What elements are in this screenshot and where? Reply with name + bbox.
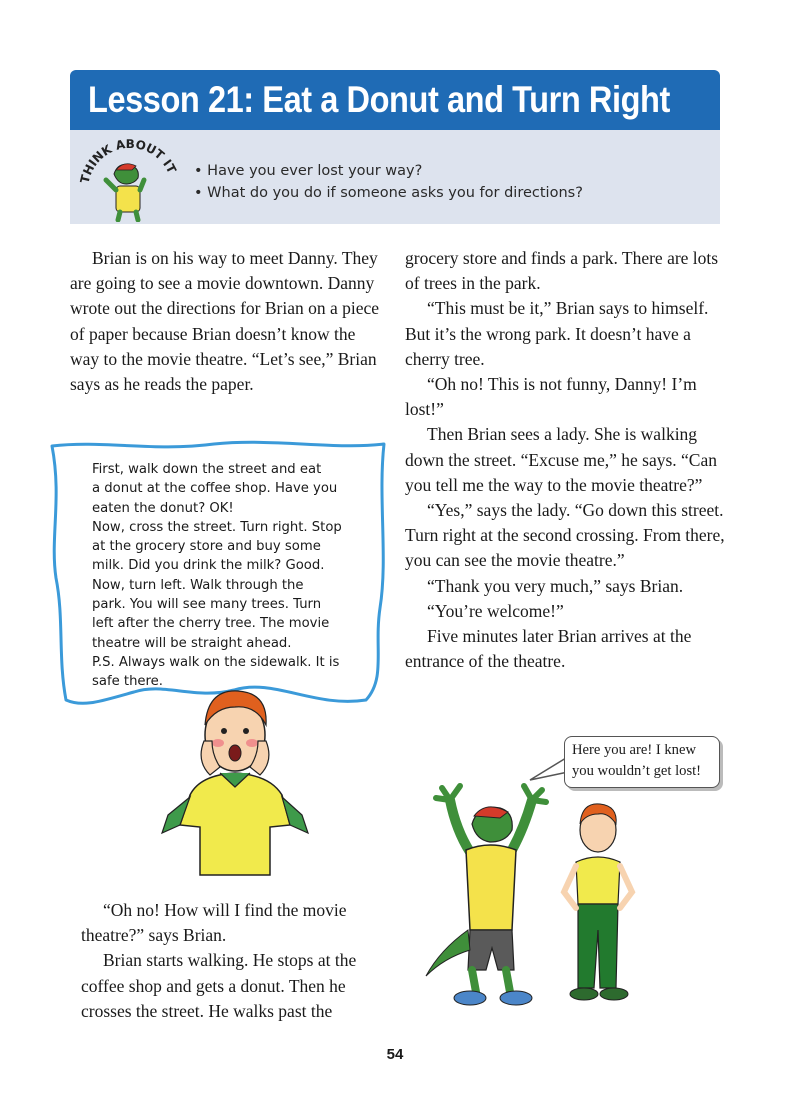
lesson-title-bar <box>70 70 720 130</box>
story-paragraph: “You’re welcome!” <box>427 600 564 621</box>
note-line: theatre will be straight ahead. <box>92 635 292 651</box>
story-column-left-top <box>70 246 380 397</box>
note-line: Now, turn left. Walk through the <box>92 577 304 593</box>
think-question: • What do you do if someone asks you for directions? <box>194 182 583 204</box>
worried-boy-illustration <box>150 675 320 885</box>
think-questions <box>194 160 583 204</box>
note-line: at the grocery store and buy some <box>92 539 321 555</box>
dino-mascot-icon <box>426 786 546 1005</box>
note-line: Now, cross the street. Turn right. Stop <box>92 519 342 535</box>
story-paragraph: “Oh no! How will I find the movie theatre?” says Brian. <box>81 900 347 946</box>
story-paragraph: Brian is on his way to meet Danny. They are going to see a movie downtown. Danny wrote out the directions for Brian on a piece of paper because Brian doesn’t know the way to the movie theatre. “Let’s see,” Brian says as he reads the paper. <box>70 248 380 395</box>
think-about-it-badge <box>74 132 194 222</box>
story-paragraph: grocery store and finds a park. There are lots of trees in the park. <box>405 248 719 294</box>
note-line: P.S. Always walk on the sidewalk. It is <box>92 654 340 670</box>
dino-mascot-icon <box>106 164 144 220</box>
note-line: park. You will see many trees. Turn <box>92 597 322 613</box>
note-line: a donut at the coffee shop. Have you <box>92 481 338 497</box>
think-about-it-box <box>70 130 720 224</box>
think-about-it-heading: THINK ABOUT IT <box>77 136 179 185</box>
note-line: left after the cherry tree. The movie <box>92 616 330 632</box>
note-line: eaten the donut? OK! <box>92 500 234 516</box>
dino-and-boy-illustration <box>420 780 650 1020</box>
story-paragraph: Then Brian sees a lady. She is walking down the street. “Excuse me,” he says. “Can you tell me the way to the movie theatre?” <box>405 424 717 495</box>
speech-line: Here you are! I knew <box>572 742 696 758</box>
story-paragraph: “This must be it,” Brian says to himself. But it’s the wrong park. It doesn’t have a cherry tree. <box>405 298 709 369</box>
page-number: 54 <box>386 1046 404 1063</box>
lesson-title: Lesson 21: Eat a Donut and Turn Right <box>88 79 670 120</box>
speech-line: you wouldn’t get lost! <box>572 763 702 779</box>
note-line: First, walk down the street and eat <box>92 462 322 477</box>
directions-note-text <box>92 460 382 692</box>
story-paragraph: “Oh no! This is not funny, Danny! I’m lost!” <box>405 374 697 420</box>
note-line: safe there. <box>92 674 163 690</box>
brian-boy-figure <box>564 804 632 1000</box>
story-paragraph: Five minutes later Brian arrives at the entrance of the theatre. <box>405 626 692 672</box>
story-paragraph: “Yes,” says the lady. “Go down this street. Turn right at the second crossing. From there, you can see the movie theatre.” <box>405 500 725 571</box>
story-column-left-bottom <box>81 898 381 1024</box>
directions-note <box>44 438 390 710</box>
note-line: milk. Did you drink the milk? Good. <box>92 558 325 574</box>
think-question: • Have you ever lost your way? <box>194 160 583 182</box>
story-column-right <box>405 246 725 674</box>
story-paragraph: Brian starts walking. He stops at the coffee shop and gets a donut. Then he crosses the street. He walks past the <box>81 950 357 1021</box>
story-paragraph: “Thank you very much,” says Brian. <box>427 575 684 596</box>
